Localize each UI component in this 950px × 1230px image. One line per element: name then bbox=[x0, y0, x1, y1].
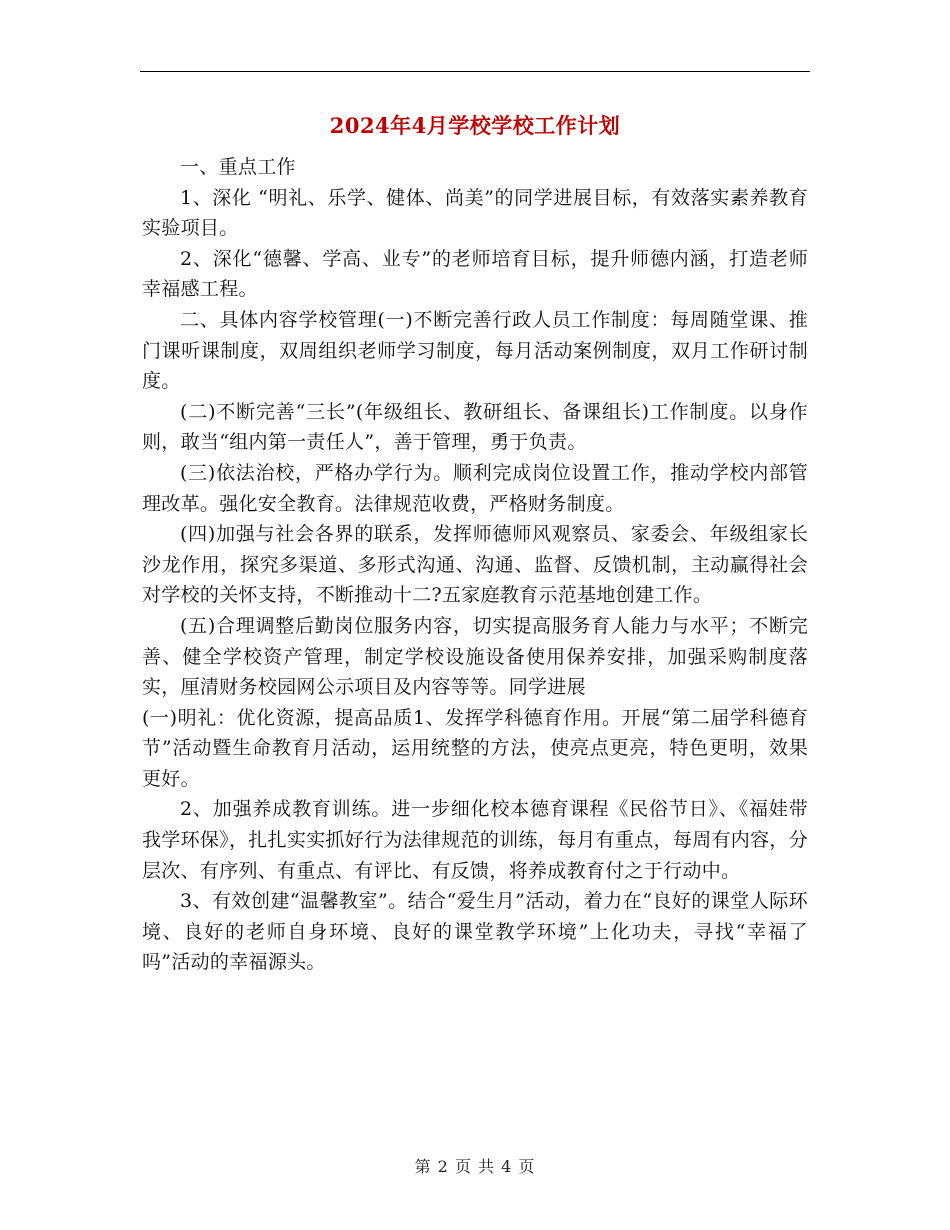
paragraph-three-heads: (二)不断完善“三长”(年级组长、教研组长、备课组长)工作制度。以身作则，敢当“组内第一责任人”，善于管理，勇于负责。 bbox=[142, 400, 808, 454]
paragraph-rule-of-law: (三)依法治校，严格办学行为。顺利完成岗位设置工作，推动学校内部管理改革。强化安全教育。法律规范收费，严格财务制度。 bbox=[142, 461, 808, 515]
paragraph-school-management: 二、具体内容学校管理(一)不断完善行政人员工作制度：每周随堂课、推门课听课制度，双周组织老师学习制度，每月活动案例制度，双月工作研讨制度。 bbox=[142, 308, 808, 393]
paragraph-etiquette: (一)明礼：优化资源，提高品质1、发挥学科德育作用。开展“第二届学科德育节”活动暨生命教育月活动，运用统整的方法，使亮点更亮，特色更明，效果更好。 bbox=[142, 706, 808, 790]
document-title: 2024年4月学校学校工作计划 bbox=[329, 113, 621, 138]
paragraph-social-contact: (四)加强与社会各界的联系，发挥师德师风观察员、家委会、年级组家长沙龙作用，探究多渠道、多形式沟通、沟通、监督、反馈机制，主动赢得社会对学校的关怀支持，不断推动十二?五家庭教育示范基地创建工作。 bbox=[142, 523, 808, 607]
paragraph-habit-training: 2、加强养成教育训练。进一步细化校本德育课程《民俗节日》、《福娃带我学环保》，扎扎实实抓好行为法律规范的训练，每月有重点，每周有内容，分层次、有序列、有重点、有评比、有反馈，将养成教育付之于行动中。 bbox=[142, 798, 809, 882]
paragraph-key-work-heading: 一、重点工作 bbox=[180, 156, 296, 178]
paragraph-logistics: (五)合理调整后勤岗位服务内容，切实提高服务育人能力与水平；不断完善、健全学校资产管理，制定学校设施设备使用保养安排，加强采购制度落实，厘清财务校园网公示项目及内容等等。同学进展 bbox=[142, 614, 808, 699]
paragraph-warm-classroom: 3、有效创建“温馨教室”。结合“爱生月”活动，着力在“良好的课堂人际环境、良好的老师自身环境、良好的课堂教学环境”上化功夫，寻找“幸福了吗”活动的幸福源头。 bbox=[142, 890, 808, 974]
document-body bbox=[142, 152, 808, 978]
paragraph-teacher-goal: 2、深化“德馨、学高、业专”的老师培育目标，提升师德内涵，打造老师幸福感工程。 bbox=[142, 247, 808, 301]
paragraph-student-goal: 1、深化 “明礼、乐学、健体、尚美”的同学进展目标，有效落实素养教育实验项目。 bbox=[142, 186, 808, 240]
page-footer: 第 2 页 共 4 页 bbox=[414, 1157, 536, 1176]
header-rule bbox=[140, 71, 810, 72]
